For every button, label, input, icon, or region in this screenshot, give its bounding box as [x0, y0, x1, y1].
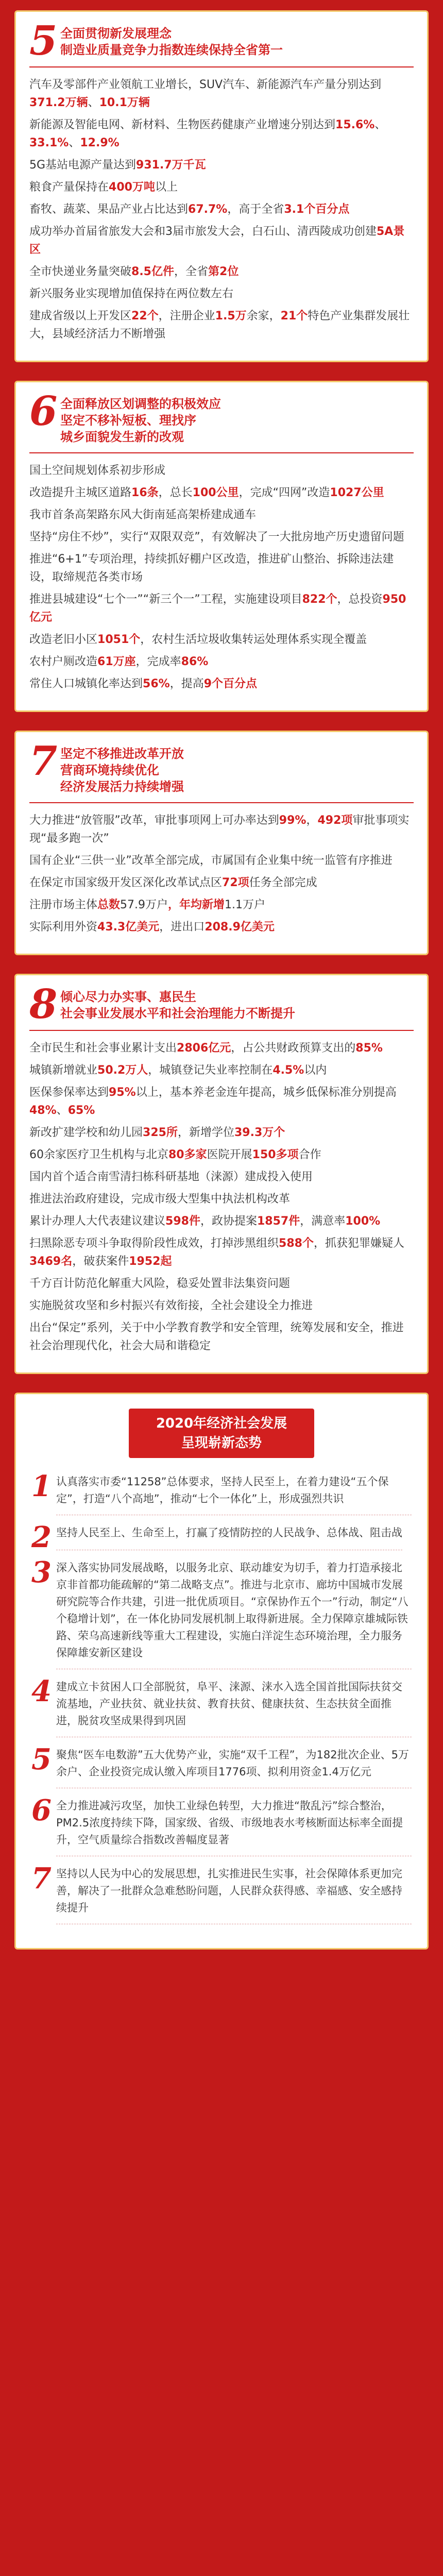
achievement-number: 6	[31, 1793, 52, 1827]
section-number: 5	[29, 18, 58, 64]
paragraph-text: 推进“6+1”专项治理，持续抓好棚户区改造，推进矿山整治、拆除违法建设，取缔规范各类市场	[29, 553, 394, 584]
highlight-value: 99%	[279, 814, 306, 827]
paragraph-text: 特色产业集群发展壮大，县域经济活力不断增强	[29, 310, 410, 341]
paragraph-text: 实施脱贫攻坚和乡村振兴有效衔接，全社会建设全力推进	[29, 1299, 313, 1312]
highlight-value: 86%	[181, 655, 209, 668]
section-paragraph	[29, 1168, 414, 1186]
achievement-text: 全力推进减污攻坚，加快工业绿色转型，大力推进“散乱污”综合整治，PM2.5浓度持续下降，国家级、省级、市级地表水考核断面达标率全面提升，空气质量综合指数改善幅度显著	[56, 1798, 412, 1856]
achievements-title-line2: 呈现崭新态势	[181, 1435, 262, 1451]
section-paragraph	[29, 506, 414, 524]
achievement-text: 坚持人民至上、生命至上，打赢了疫情防控的人民战争、总体战、阻击战	[56, 1524, 402, 1550]
achievements-banner	[14, 1393, 429, 1950]
highlight-value: 72项	[222, 876, 249, 889]
paragraph-text: ，高于全省	[227, 203, 284, 216]
highlight-value: 15.6%	[335, 118, 375, 131]
paragraph-text: 、	[374, 118, 386, 131]
section-body	[29, 76, 414, 343]
highlight-value: 325所	[143, 1126, 178, 1139]
achievement-item	[31, 1520, 412, 1554]
section-heading-line: 城乡面貌发生新的改观	[60, 430, 184, 444]
achievement-text: 认真落实市委“11258”总体要求，坚持人民至上，在着力建设“五个保定”，打造“八个高地”，推动“七个一体化”上，形成强烈共识	[56, 1473, 412, 1515]
paragraph-text: ，总长	[158, 486, 193, 499]
section-paragraph	[29, 116, 414, 152]
paragraph-text: 新改扩建学校和幼儿园	[29, 1126, 143, 1139]
paragraph-text: 改造提升主城区道路	[29, 486, 132, 499]
highlight-value: 总数	[97, 899, 121, 911]
paragraph-text: 坚持“房住不炒”，实行“双限双竞”，有效解决了一大批房地产历史遗留问题	[29, 531, 404, 544]
section-paragraph	[29, 1190, 414, 1208]
paragraph-text: 建成省级以上开发区	[29, 310, 132, 323]
achievement-number: 7	[31, 1861, 52, 1895]
achievement-number: 1	[31, 1469, 52, 1503]
section-header	[29, 388, 414, 445]
paragraph-text: 新能源及智能电网、新材料、生物医药健康产业增速分别达到	[29, 118, 336, 131]
paragraph-text: ，全省	[174, 265, 209, 278]
highlight-value: 1027公里	[330, 486, 384, 499]
paragraph-text: ，抓获犯罪嫌疑人	[313, 1237, 404, 1250]
highlight-value: 931.7万千瓦	[136, 159, 206, 172]
section-paragraph	[29, 285, 414, 303]
paragraph-text: 1.1万户	[225, 899, 266, 911]
achievement-text: 坚持以人民为中心的发展思想，扎实推进民生实事，社会保障体系更加完善，解决了一批群众急难愁盼问题，人民群众获得感、幸福感、安全感持续提升	[56, 1866, 412, 1924]
paragraph-text: 国内首个适合南雪清扫栋科研基地（涞源）建成投入使用	[29, 1171, 313, 1183]
section-body	[29, 1039, 414, 1355]
section-paragraph	[29, 631, 414, 649]
section-paragraph	[29, 1234, 414, 1270]
paragraph-text: 大力推进“放管服”改革，审批事项网上可办率达到	[29, 814, 279, 827]
achievement-text: 聚焦“医车电数游”五大优势产业，实施“双千工程”，为182批次企业、5万余户、企业投资完成认缴入库项目1776项、拟利用资金1.4万亿元	[56, 1747, 412, 1788]
paragraph-text: 推进法治政府建设，完成市级大型集中执法机构改革	[29, 1193, 291, 1206]
highlight-value: 22个	[131, 310, 159, 323]
section-body	[29, 462, 414, 693]
paragraph-text: 注册市场主体	[29, 899, 98, 911]
section-heading-line: 坚定不移推进改革开放	[60, 747, 184, 761]
paragraph-text: ，总投资	[337, 593, 383, 606]
highlight-value: 43.3亿美元	[97, 921, 160, 934]
section-paragraph	[29, 590, 414, 626]
section-body	[29, 811, 414, 936]
paragraph-text: 出台“保定”系列，关于中小学教育教学和安全管理，统筹发展和安全，推进社会治理现代化，社会大局和谐稳定	[29, 1321, 404, 1352]
paragraph-text: 、	[56, 1104, 68, 1117]
section-paragraph	[29, 1124, 414, 1142]
paragraph-text: 国有企业“三供一业”改革全部完成，市属国有企业集中统一监管有序推进	[29, 854, 393, 867]
paragraph-text: ，新增学位	[177, 1126, 234, 1139]
section-number: 6	[29, 388, 58, 435]
paragraph-text: ，满意率	[300, 1215, 346, 1228]
highlight-value: 1.5万	[215, 310, 247, 323]
achievement-number: 5	[31, 1742, 52, 1776]
section-headings	[60, 987, 295, 1022]
highlight-value: 16条	[131, 486, 159, 499]
highlight-value: 67.7%	[188, 203, 228, 216]
paragraph-text: 千方百计防范化解重大风险，稳妥处置非法集资问题	[29, 1277, 291, 1290]
paragraph-text: 我市首条高架路东风大街南延高架桥建成通车	[29, 509, 257, 521]
highlight-value: 950亿元	[29, 593, 406, 624]
paragraph-text: ，农村生活垃圾收集转运处理体系实现全覆盖	[140, 633, 367, 646]
paragraph-text: ，城镇登记失业率控制在	[148, 1064, 273, 1077]
highlight-value: 39.3万个	[234, 1126, 285, 1139]
section-header	[29, 738, 414, 795]
section-paragraph	[29, 1212, 414, 1230]
divider-rule	[29, 66, 414, 67]
section-paragraph	[29, 1319, 414, 1355]
section-paragraph	[29, 200, 414, 218]
paragraph-text: 60余家医疗卫生机构与北京	[29, 1148, 168, 1161]
divider-rule	[29, 1030, 414, 1031]
paragraph-text: 57.9万户	[120, 899, 168, 911]
paragraph-text: ，注册企业	[158, 310, 215, 323]
highlight-value: 150多项	[252, 1148, 299, 1161]
paragraph-text: 审批事项实现“最多跑一次”	[29, 814, 410, 845]
section-headings	[60, 743, 184, 795]
highlight-value: 1857件	[257, 1215, 300, 1228]
highlight-value: 2806亿元	[177, 1042, 231, 1055]
highlight-value: 371.2万辆	[29, 96, 88, 109]
achievements-title	[129, 1409, 314, 1458]
paragraph-text: 全市民生和社会事业累计支出	[29, 1042, 177, 1055]
paragraph-text: 常住人口城镇化率达到	[29, 677, 143, 690]
section-headings	[60, 23, 283, 58]
paragraph-text: 以上，基本养老金连年提高，城乡低保标准分别提高	[135, 1086, 397, 1099]
divider-rule	[29, 452, 414, 453]
achievement-text: 深入落实协同发展战略，以服务北京、联动雄安为切手，着力打造承接北京非首都功能疏解的“第二战略支点”。推进与北京市、廊坊中国城市发展研究院等合作共建，引进一批优质项目。“京保协作五个一”行动，制定“八个稳增计划”，在一体化协同发展机制上取得新进展。全力保障京雄城际铁路、荣乌高速新线等重大工程建设，实施白洋淀生态环境治理，全力服务保障雄安新区建设	[56, 1560, 412, 1669]
paragraph-text: 余家，	[246, 310, 281, 323]
highlight-value: 100%	[345, 1215, 381, 1228]
section-card-5	[14, 10, 429, 362]
highlight-value: 1952起	[129, 1255, 172, 1268]
section-paragraph	[29, 76, 414, 112]
paragraph-text: ，占公共财政预算支出的	[231, 1042, 356, 1055]
paragraph-text: ，提高	[169, 677, 204, 690]
section-paragraph	[29, 263, 414, 281]
paragraph-text: 推进县城建设“七个一”“新三个一”工程，实施建设项目	[29, 593, 302, 606]
paragraph-text: 任务全部完成	[249, 876, 317, 889]
paragraph-text: ，	[306, 814, 318, 827]
paragraph-text: 以内	[304, 1064, 327, 1077]
achievement-item	[31, 1742, 412, 1788]
paragraph-text: 、	[88, 96, 99, 109]
highlight-value: 第2位	[208, 265, 239, 278]
highlight-value: 10.1万辆	[99, 96, 150, 109]
highlight-value: 1051个	[97, 633, 141, 646]
achievement-item	[31, 1861, 412, 1924]
paragraph-text: 以上	[155, 181, 178, 194]
paragraph-text: 粮食产量保持在	[29, 181, 109, 194]
highlight-value: 3.1个百分点	[284, 203, 350, 216]
highlight-value: 65%	[67, 1104, 95, 1117]
highlight-value: 100公里	[192, 486, 239, 499]
section-paragraph	[29, 1297, 414, 1315]
section-paragraph	[29, 484, 414, 502]
paragraph-text: ，完成率	[135, 655, 181, 668]
section-header	[29, 18, 414, 64]
section-heading-line: 倾心尽力办实事、惠民生	[60, 990, 196, 1004]
achievement-item	[31, 1674, 412, 1737]
paragraph-text: 农村户厕改造	[29, 655, 98, 668]
section-heading-line: 营商环境持续优化	[60, 763, 159, 777]
achievement-number: 3	[31, 1555, 52, 1589]
paragraph-text: 汽车及零部件产业領航工业增长，SUV汽车、新能源汽车产量分别达到	[29, 78, 382, 91]
highlight-value: 21个	[280, 310, 308, 323]
section-paragraph	[29, 462, 414, 480]
highlight-value: 208.9亿美元	[205, 921, 275, 934]
highlight-value: ，年均新增	[168, 899, 225, 911]
paragraph-text: 、	[69, 137, 80, 149]
section-heading-line: 经济发展活力持续增强	[60, 779, 184, 794]
achievement-number: 2	[31, 1520, 52, 1554]
highlight-value: 12.9%	[80, 137, 120, 149]
section-paragraph	[29, 675, 414, 693]
section-paragraph	[29, 178, 414, 196]
paragraph-text: 实际利用外资	[29, 921, 98, 934]
section-paragraph	[29, 223, 414, 259]
highlight-value: 588个	[279, 1237, 314, 1250]
section-paragraph	[29, 874, 414, 892]
achievement-item	[31, 1555, 412, 1669]
paragraph-text: 在保定市国家级开发区深化改革试点区	[29, 876, 223, 889]
achievement-item	[31, 1793, 412, 1856]
section-number: 7	[29, 738, 58, 785]
section-paragraph	[29, 653, 414, 671]
highlight-value: 33.1%	[29, 137, 69, 149]
paragraph-text: 医保参保率达到	[29, 1086, 109, 1099]
highlight-value: 5A景区	[29, 225, 405, 256]
highlight-value: 80多家	[168, 1148, 207, 1161]
highlight-value: 56%	[143, 677, 170, 690]
achievement-text: 建成立卡贫困人口全部脱贫，阜平、涞源、涞水入选全国首批国际扶贫交流基地，产业扶贫、就业扶贫、教育扶贫、健康扶贫、生态扶贫全面推进，脱贫攻坚成果得到巩固	[56, 1679, 412, 1737]
section-paragraph	[29, 550, 414, 586]
section-header	[29, 981, 414, 1028]
highlight-value: 85%	[355, 1042, 383, 1055]
highlight-value: 95%	[109, 1086, 136, 1099]
paragraph-text: ，完成“四网”改造	[238, 486, 330, 499]
section-paragraph	[29, 811, 414, 848]
paragraph-text: 合作	[298, 1148, 321, 1161]
paragraph-text: 全市快递业务量突破	[29, 265, 132, 278]
section-heading-line: 坚定不移补短板、理找序	[60, 413, 196, 428]
section-heading-line: 社会事业发展水平和社会治理能力不断提升	[60, 1006, 295, 1021]
section-paragraph	[29, 528, 414, 546]
highlight-value: 400万吨	[109, 181, 155, 194]
highlight-value: 3469名	[29, 1255, 73, 1268]
achievement-item	[31, 1469, 412, 1515]
paragraph-text: 累计办理人大代表建议建议	[29, 1215, 166, 1228]
section-paragraph	[29, 918, 414, 936]
section-paragraph	[29, 1039, 414, 1057]
section-heading-line: 全面释放区划调整的积极效应	[60, 397, 221, 411]
highlight-value: 598件	[165, 1215, 200, 1228]
section-paragraph	[29, 852, 414, 870]
highlight-value: 61万座	[97, 655, 136, 668]
paragraph-text: 扫黑除恶专项斗争取得阶段性成效，打掉涉黑组织	[29, 1237, 279, 1250]
achievements-title-line1: 2020年经济社会发展	[156, 1416, 287, 1431]
section-card-6	[14, 381, 429, 712]
paragraph-text: 新兴服务业实现增加值保持在两位数左右	[29, 287, 234, 300]
paragraph-text: 5G基站电源产量达到	[29, 159, 137, 172]
highlight-value: 492项	[317, 814, 353, 827]
highlight-value: 8.5亿件	[131, 265, 174, 278]
section-number: 8	[29, 981, 58, 1028]
paragraph-text: ，进出口	[159, 921, 205, 934]
section-card-8	[14, 974, 429, 1374]
section-headings	[60, 394, 221, 445]
paragraph-text: ，破获案件	[72, 1255, 129, 1268]
section-paragraph	[29, 1146, 414, 1164]
section-heading-line: 全面贯彻新发展理念	[60, 26, 172, 41]
paragraph-text: 国土空间规划体系初步形成	[29, 464, 166, 477]
highlight-value: 50.2万人	[97, 1064, 148, 1077]
section-paragraph	[29, 896, 414, 914]
paragraph-text: 畜牧、蔬菜、果品产业占比达到	[29, 203, 189, 216]
paragraph-text: 城镇新增就业	[29, 1064, 98, 1077]
achievement-number: 4	[31, 1674, 52, 1708]
section-heading-line: 制造业质量竞争力指数连续保持全省第一	[60, 43, 283, 57]
section-paragraph	[29, 1061, 414, 1079]
section-paragraph	[29, 1275, 414, 1293]
paragraph-text: 医院开展	[207, 1148, 252, 1161]
section-card-7	[14, 731, 429, 955]
section-paragraph	[29, 156, 414, 174]
paragraph-text: ，政协提案	[200, 1215, 257, 1228]
section-paragraph	[29, 307, 414, 343]
highlight-value: 48%	[29, 1104, 57, 1117]
highlight-value: 9个百分点	[203, 677, 258, 690]
divider-rule	[29, 802, 414, 803]
highlight-value: 822个	[302, 593, 337, 606]
highlight-value: 4.5%	[272, 1064, 304, 1077]
paragraph-text: 改造老旧小区	[29, 633, 98, 646]
section-paragraph	[29, 1083, 414, 1120]
paragraph-text: 成功举办首届省旅发大会和3届市旅发大会，白石山、清西陵成功创建	[29, 225, 377, 238]
